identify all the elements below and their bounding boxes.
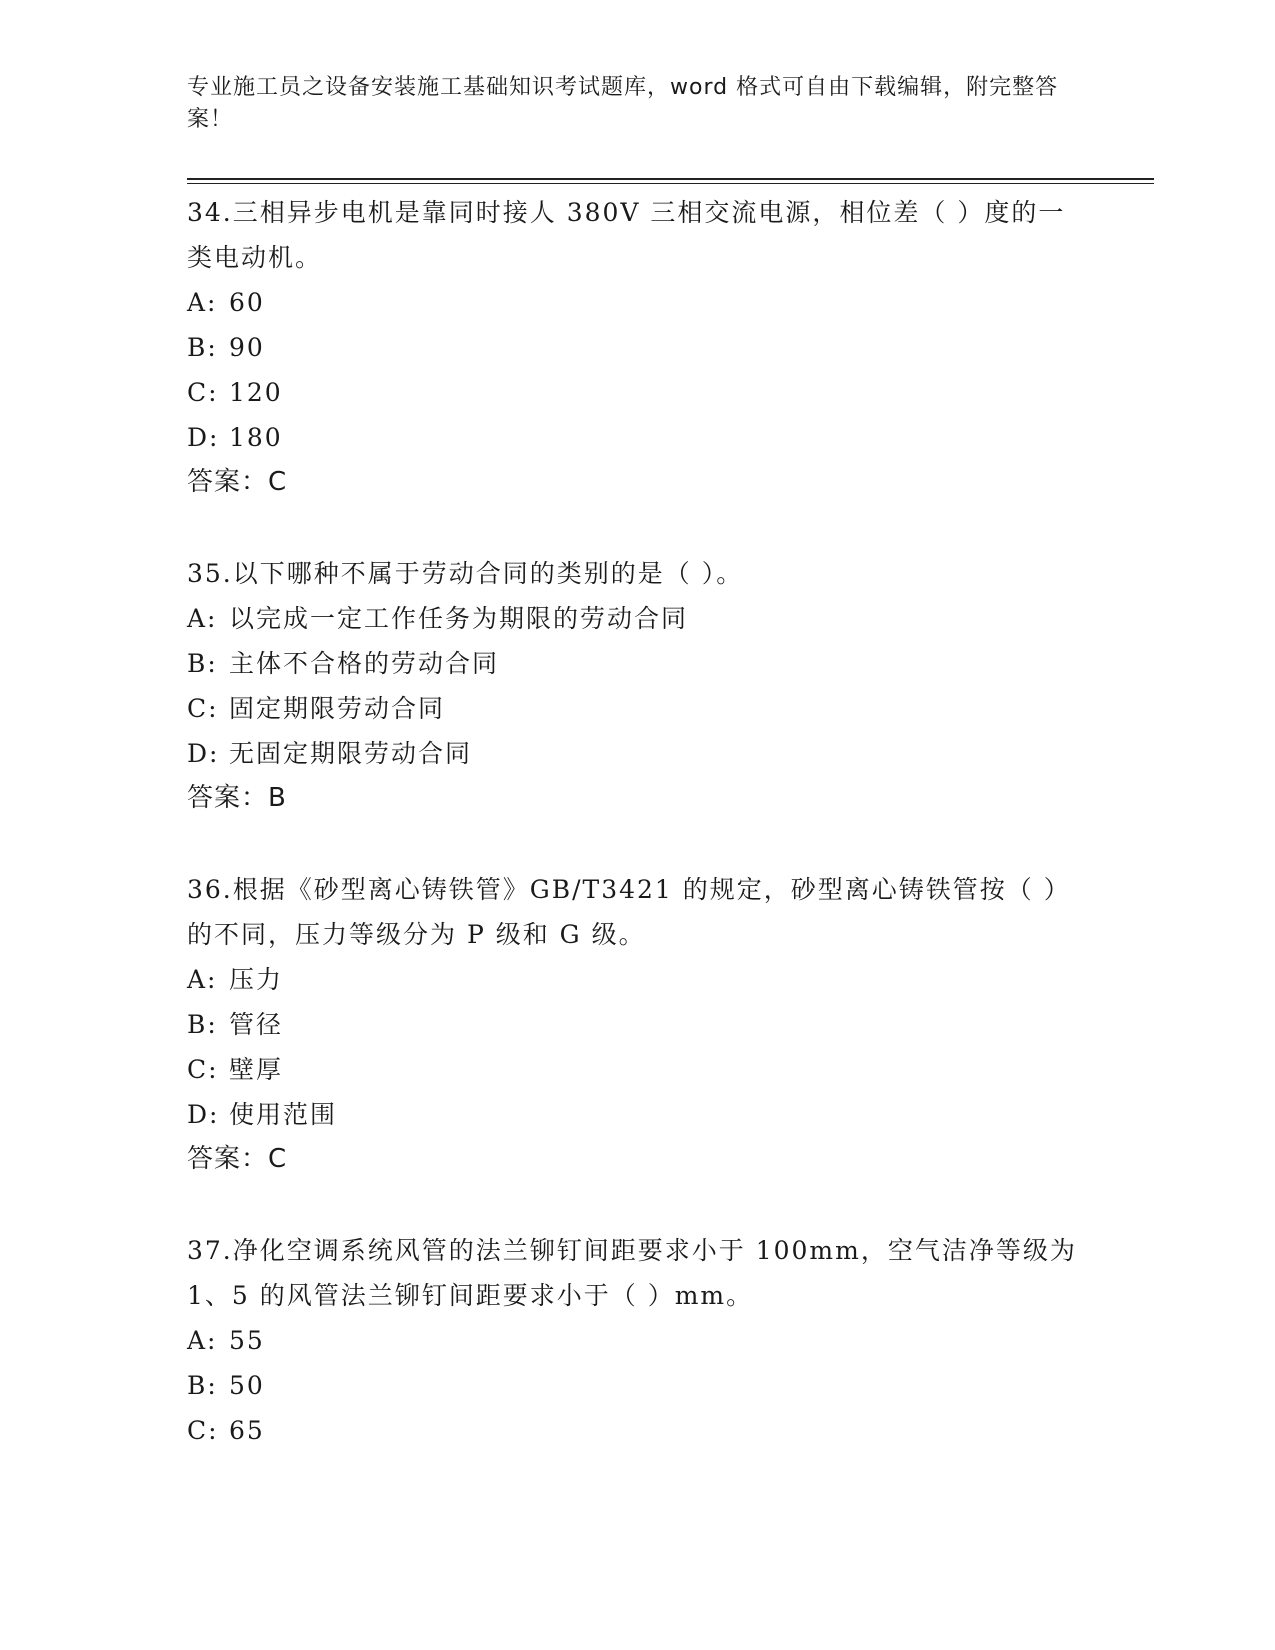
option-label: A: bbox=[187, 1326, 218, 1355]
question-text: 37.净化空调系统风管的法兰铆钉间距要求小于 100mm，空气洁净等级为 1、5 的风管法兰铆钉间距要求小于（ ）mm。 bbox=[187, 1236, 1077, 1310]
option-b bbox=[187, 1363, 1087, 1408]
option-text: 180 bbox=[229, 423, 283, 452]
answer-text: 答案：C bbox=[187, 1144, 288, 1174]
option-c bbox=[187, 686, 1087, 731]
option-label: B: bbox=[187, 1371, 218, 1400]
option-c bbox=[187, 1408, 1087, 1453]
option-label: A: bbox=[187, 288, 218, 317]
option-label: C: bbox=[187, 1416, 219, 1445]
option-label: C: bbox=[187, 694, 219, 723]
option-label: B: bbox=[187, 649, 218, 678]
option-text: 使用范围 bbox=[229, 1100, 338, 1129]
option-text: 以完成一定工作任务为期限的劳动合同 bbox=[229, 604, 689, 633]
option-b bbox=[187, 641, 1087, 686]
option-text: 主体不合格的劳动合同 bbox=[229, 649, 500, 678]
option-text: 无固定期限劳动合同 bbox=[229, 739, 473, 768]
option-text: 50 bbox=[229, 1371, 265, 1400]
option-label: C: bbox=[187, 378, 219, 407]
option-label: C: bbox=[187, 1055, 219, 1084]
header-divider-thick bbox=[187, 178, 1154, 180]
option-text: 120 bbox=[229, 378, 283, 407]
option-text: 固定期限劳动合同 bbox=[229, 694, 446, 723]
option-text: 壁厚 bbox=[229, 1055, 284, 1084]
option-text: 60 bbox=[229, 288, 265, 317]
header-divider-thin bbox=[187, 183, 1154, 184]
option-c bbox=[187, 370, 1087, 415]
option-label: A: bbox=[187, 965, 218, 994]
option-label: D: bbox=[187, 1100, 220, 1129]
answer-text: 答案：B bbox=[187, 783, 287, 813]
option-label: B: bbox=[187, 333, 218, 362]
question-34 bbox=[187, 190, 1087, 505]
question-list bbox=[187, 190, 1087, 1499]
question-37 bbox=[187, 1228, 1087, 1453]
option-text: 压力 bbox=[229, 965, 284, 994]
option-text: 90 bbox=[229, 333, 265, 362]
option-a bbox=[187, 957, 1087, 1002]
question-36 bbox=[187, 867, 1087, 1182]
option-d bbox=[187, 1092, 1087, 1137]
question-35 bbox=[187, 551, 1087, 821]
option-label: B: bbox=[187, 1010, 218, 1039]
option-text: 65 bbox=[229, 1416, 265, 1445]
option-b bbox=[187, 325, 1087, 370]
option-label: D: bbox=[187, 739, 220, 768]
option-text: 55 bbox=[229, 1326, 265, 1355]
option-text: 管径 bbox=[229, 1010, 284, 1039]
question-text: 36.根据《砂型离心铸铁管》GB/T3421 的规定，砂型离心铸铁管按（ ）的不同，压力等级分为 P 级和 G 级。 bbox=[187, 875, 1071, 949]
question-text: 34.三相异步电机是靠同时接人 380V 三相交流电源，相位差（ ）度的一类电动机。 bbox=[187, 198, 1066, 272]
option-a bbox=[187, 596, 1087, 641]
document-header: 专业施工员之设备安装施工基础知识考试题库，word 格式可自由下载编辑，附完整答案！ bbox=[187, 75, 1059, 132]
option-d bbox=[187, 731, 1087, 776]
option-label: A: bbox=[187, 604, 218, 633]
question-text: 35.以下哪种不属于劳动合同的类别的是（ ）。 bbox=[187, 559, 744, 588]
option-a bbox=[187, 280, 1087, 325]
option-label: D: bbox=[187, 423, 220, 452]
option-c bbox=[187, 1047, 1087, 1092]
option-a bbox=[187, 1318, 1087, 1363]
option-d bbox=[187, 415, 1087, 460]
answer-text: 答案：C bbox=[187, 467, 288, 497]
option-b bbox=[187, 1002, 1087, 1047]
